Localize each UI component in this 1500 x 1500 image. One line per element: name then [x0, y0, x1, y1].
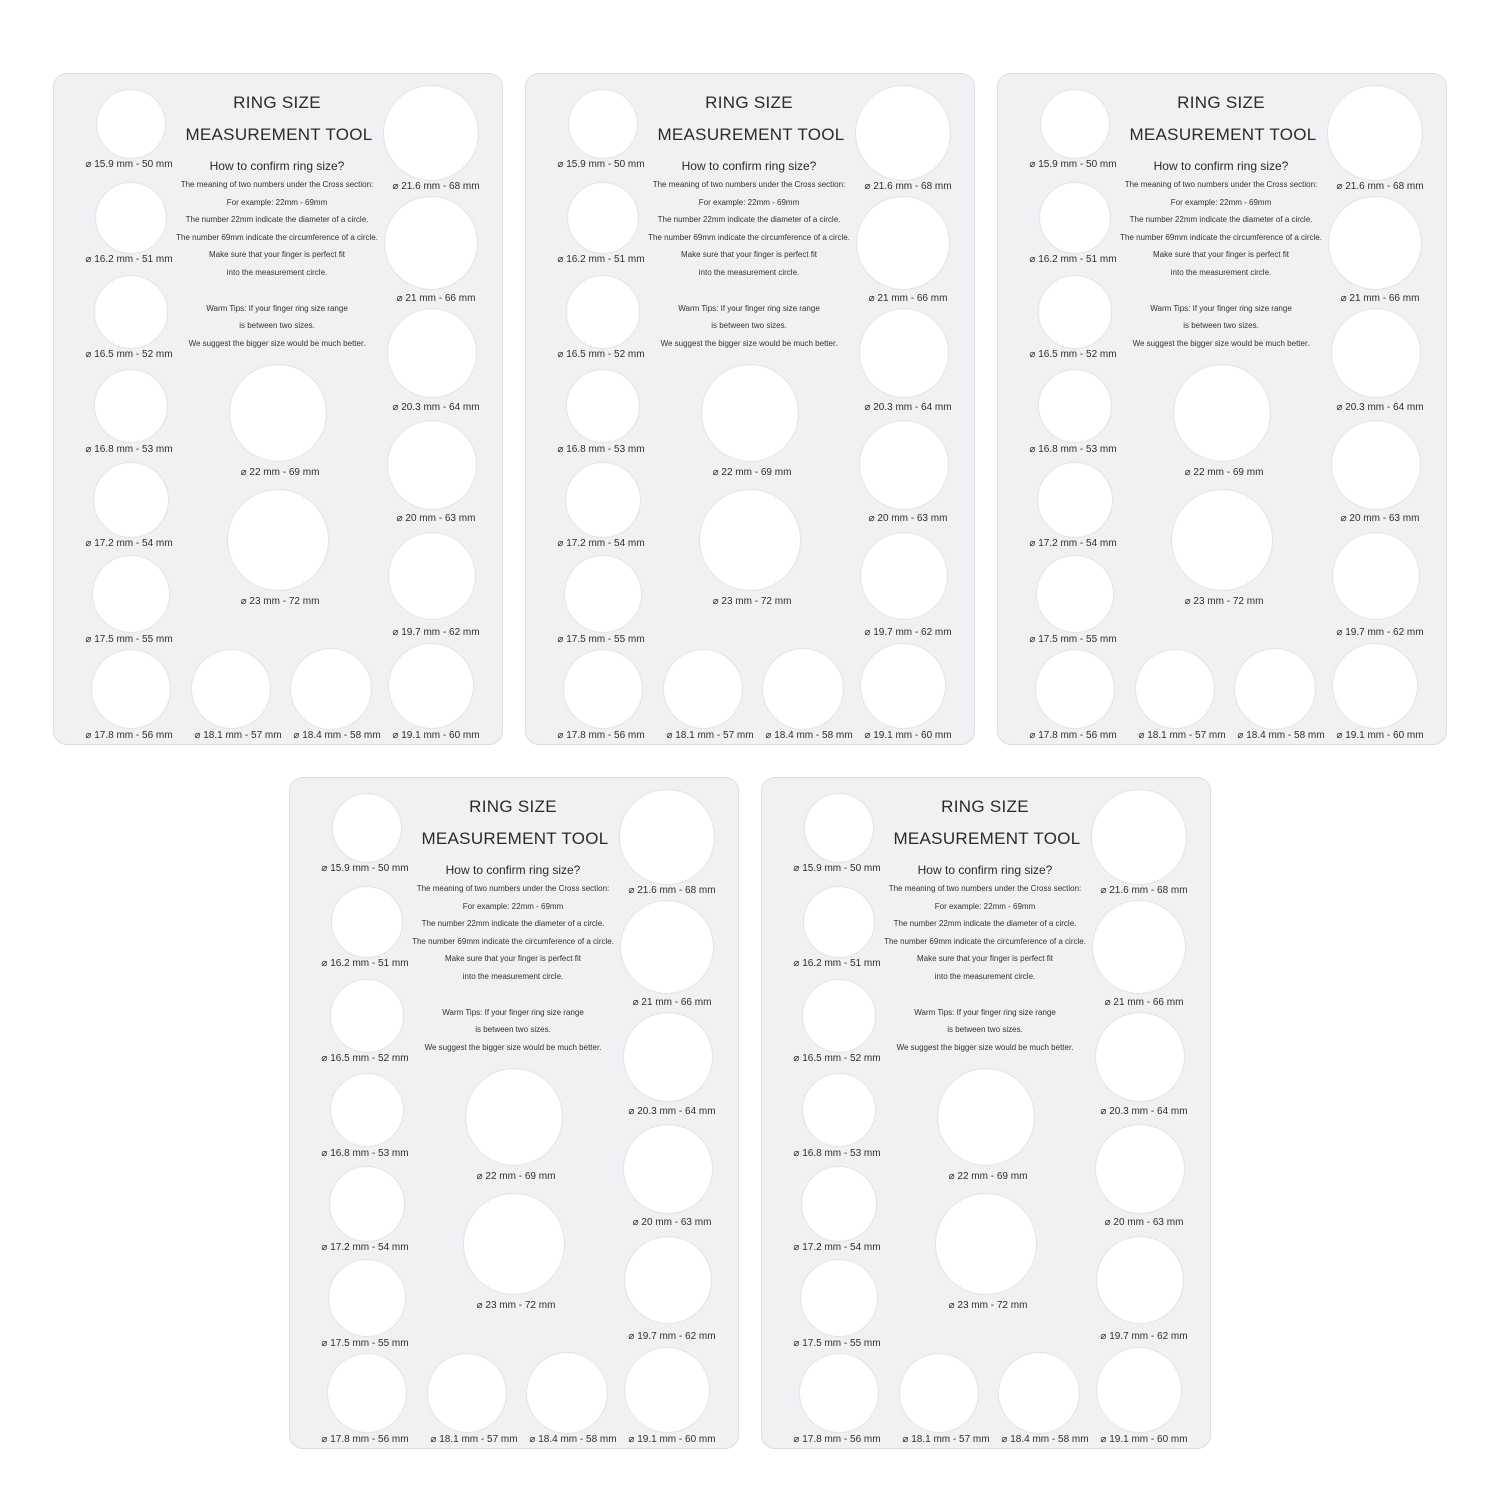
ring-size-circle: [620, 900, 714, 994]
ring-size-label: ⌀ 19.7 mm - 62 mm: [628, 1331, 716, 1342]
ring-size-label: ⌀ 16.5 mm - 52 mm: [85, 349, 173, 360]
warm-tip-line: We suggest the bigger size would be much better.: [188, 339, 366, 348]
ring-size-circle: [563, 649, 643, 729]
ring-size-label: ⌀ 22 mm - 69 mm: [1184, 467, 1264, 478]
ring-size-label: ⌀ 21.6 mm - 68 mm: [1336, 181, 1424, 192]
ring-size-label: ⌀ 19.7 mm - 62 mm: [1100, 1331, 1188, 1342]
ring-size-label: ⌀ 16.8 mm - 53 mm: [557, 444, 645, 455]
ring-size-label: ⌀ 23 mm - 72 mm: [476, 1300, 556, 1311]
howto-heading: How to confirm ring size?: [681, 159, 817, 173]
instruction-line: For example: 22mm - 69mm: [1170, 198, 1272, 207]
ring-size-label: ⌀ 20 mm - 63 mm: [396, 513, 476, 524]
ring-size-circle: [624, 1347, 710, 1433]
ring-size-label: ⌀ 20.3 mm - 64 mm: [392, 402, 480, 413]
ring-size-label: ⌀ 16.2 mm - 51 mm: [1029, 254, 1117, 265]
warm-tip-line: is between two sizes.: [475, 1025, 551, 1034]
card-title-line-1: RING SIZE: [233, 93, 321, 112]
ring-size-circle: [1096, 1236, 1184, 1324]
ring-size-circle: [94, 369, 168, 443]
warm-tip-line: is between two sizes.: [1183, 321, 1259, 330]
ring-size-circle: [94, 275, 168, 349]
ring-size-label: ⌀ 16.8 mm - 53 mm: [85, 444, 173, 455]
ring-size-label: ⌀ 16.2 mm - 51 mm: [793, 958, 881, 969]
ring-size-label: ⌀ 21.6 mm - 68 mm: [1100, 885, 1188, 896]
ring-size-circle: [803, 886, 875, 958]
ring-size-label: ⌀ 23 mm - 72 mm: [948, 1300, 1028, 1311]
ring-size-circle: [96, 89, 166, 159]
instruction-line: Make sure that your finger is perfect fit: [1152, 250, 1290, 259]
warm-tip-line: Warm Tips: If your finger ring size range: [442, 1008, 584, 1017]
ring-size-circle: [95, 182, 167, 254]
ring-size-label: ⌀ 18.1 mm - 57 mm: [430, 1434, 518, 1445]
ring-size-label: ⌀ 22 mm - 69 mm: [948, 1171, 1028, 1182]
ring-size-circle: [566, 275, 640, 349]
ring-size-label: ⌀ 16.2 mm - 51 mm: [557, 254, 645, 265]
ring-size-circle: [91, 649, 171, 729]
ring-size-circle: [463, 1193, 565, 1295]
card-title-line-1: RING SIZE: [941, 797, 1029, 816]
card-title-line-2: MEASUREMENT TOOL: [421, 829, 609, 848]
ring-size-circle: [860, 643, 946, 729]
ring-size-label: ⌀ 22 mm - 69 mm: [240, 467, 320, 478]
warm-tip-line: We suggest the bigger size would be much better.: [424, 1043, 602, 1052]
ring-size-circle: [384, 196, 478, 290]
ring-size-label: ⌀ 15.9 mm - 50 mm: [1029, 159, 1117, 170]
instruction-line: The number 69mm indicate the circumference of a circle.: [412, 937, 614, 946]
ring-size-circle: [564, 555, 642, 633]
ring-size-label: ⌀ 20.3 mm - 64 mm: [628, 1106, 716, 1117]
ring-size-circle: [1095, 1124, 1185, 1214]
ring-size-circle: [624, 1236, 712, 1324]
ring-size-label: ⌀ 20 mm - 63 mm: [632, 1217, 712, 1228]
ring-size-label: ⌀ 17.5 mm - 55 mm: [793, 1338, 881, 1349]
warm-tip-line: Warm Tips: If your finger ring size range: [206, 304, 348, 313]
instruction-line: For example: 22mm - 69mm: [226, 198, 328, 207]
ring-size-circle: [623, 1012, 713, 1102]
ring-size-circle: [800, 1259, 878, 1337]
ring-size-circle: [860, 532, 948, 620]
ring-size-circle: [855, 85, 951, 181]
instruction-line: The number 22mm indicate the diameter of a circle.: [657, 215, 841, 224]
ring-size-circle: [93, 462, 169, 538]
ring-size-circle: [330, 1073, 404, 1147]
instruction-line: For example: 22mm - 69mm: [462, 902, 564, 911]
ring-size-label: ⌀ 19.1 mm - 60 mm: [392, 730, 480, 741]
ring-size-circle: [859, 308, 949, 398]
instruction-line: into the measurement circle.: [462, 972, 564, 981]
ring-size-circle: [566, 369, 640, 443]
card-title-line-2: MEASUREMENT TOOL: [1129, 125, 1317, 144]
howto-heading: How to confirm ring size?: [917, 863, 1053, 877]
ring-size-circle: [330, 979, 404, 1053]
ring-size-circle: [802, 979, 876, 1053]
ring-size-circle: [1332, 532, 1420, 620]
ring-size-circle: [567, 182, 639, 254]
instruction-line: into the measurement circle.: [1170, 268, 1272, 277]
howto-heading: How to confirm ring size?: [209, 159, 345, 173]
ring-size-label: ⌀ 17.2 mm - 54 mm: [793, 1242, 881, 1253]
instruction-line: For example: 22mm - 69mm: [698, 198, 800, 207]
ring-size-circle: [935, 1193, 1037, 1295]
card-title-line-1: RING SIZE: [1177, 93, 1265, 112]
ring-size-circle: [388, 532, 476, 620]
instruction-line: The number 22mm indicate the diameter of a circle.: [893, 919, 1077, 928]
ring-size-circle: [332, 793, 402, 863]
instruction-line: The meaning of two numbers under the Cross section:: [888, 884, 1082, 893]
ring-size-label: ⌀ 21.6 mm - 68 mm: [864, 181, 952, 192]
ring-size-label: ⌀ 21 mm - 66 mm: [632, 997, 712, 1008]
ring-size-circle: [465, 1068, 563, 1166]
card-title-line-1: RING SIZE: [705, 93, 793, 112]
ring-size-circle: [801, 1166, 877, 1242]
ring-size-label: ⌀ 20.3 mm - 64 mm: [1336, 402, 1424, 413]
ring-size-label: ⌀ 19.1 mm - 60 mm: [628, 1434, 716, 1445]
ring-size-label: ⌀ 20.3 mm - 64 mm: [1100, 1106, 1188, 1117]
instruction-line: The number 69mm indicate the circumference of a circle.: [1120, 233, 1322, 242]
card-title-line-2: MEASUREMENT TOOL: [185, 125, 373, 144]
ring-size-label: ⌀ 18.4 mm - 58 mm: [1001, 1434, 1089, 1445]
ring-size-circle: [1332, 643, 1418, 729]
ring-size-circle: [568, 89, 638, 159]
ring-size-circle: [227, 489, 329, 591]
ring-size-label: ⌀ 20.3 mm - 64 mm: [864, 402, 952, 413]
ring-size-circle: [937, 1068, 1035, 1166]
warm-tip-line: is between two sizes.: [947, 1025, 1023, 1034]
ring-size-label: ⌀ 17.2 mm - 54 mm: [557, 538, 645, 549]
instruction-line: The number 22mm indicate the diameter of a circle.: [1129, 215, 1313, 224]
ring-size-label: ⌀ 17.2 mm - 54 mm: [1029, 538, 1117, 549]
instruction-line: Make sure that your finger is perfect fit: [444, 954, 582, 963]
ring-size-label: ⌀ 20 mm - 63 mm: [868, 513, 948, 524]
ring-size-label: ⌀ 16.8 mm - 53 mm: [793, 1148, 881, 1159]
ring-size-label: ⌀ 15.9 mm - 50 mm: [557, 159, 645, 170]
warm-tip-line: We suggest the bigger size would be much better.: [896, 1043, 1074, 1052]
ring-size-label: ⌀ 16.8 mm - 53 mm: [321, 1148, 409, 1159]
ring-size-circle: [565, 462, 641, 538]
instruction-line: The number 69mm indicate the circumference of a circle.: [176, 233, 378, 242]
ring-size-card: [997, 73, 1447, 745]
warm-tip-line: is between two sizes.: [711, 321, 787, 330]
ring-size-circle: [1096, 1347, 1182, 1433]
instruction-line: Make sure that your finger is perfect fit: [680, 250, 818, 259]
ring-size-circle: [762, 648, 844, 730]
ring-size-label: ⌀ 23 mm - 72 mm: [1184, 596, 1264, 607]
ring-size-label: ⌀ 16.5 mm - 52 mm: [793, 1053, 881, 1064]
ring-size-circle: [804, 793, 874, 863]
ring-size-label: ⌀ 16.5 mm - 52 mm: [557, 349, 645, 360]
ring-size-label: ⌀ 18.1 mm - 57 mm: [666, 730, 754, 741]
ring-size-circle: [387, 420, 477, 510]
warm-tip-line: is between two sizes.: [239, 321, 315, 330]
ring-size-circle: [331, 886, 403, 958]
ring-size-circle: [1038, 275, 1112, 349]
ring-size-label: ⌀ 17.8 mm - 56 mm: [1029, 730, 1117, 741]
ring-size-circle: [1039, 182, 1111, 254]
ring-size-label: ⌀ 17.5 mm - 55 mm: [1029, 634, 1117, 645]
ring-size-circle: [802, 1073, 876, 1147]
ring-size-label: ⌀ 21 mm - 66 mm: [1340, 293, 1420, 304]
ring-size-label: ⌀ 17.5 mm - 55 mm: [321, 1338, 409, 1349]
ring-size-circle: [1091, 789, 1187, 885]
ring-size-card: [761, 777, 1211, 1449]
ring-size-label: ⌀ 21 mm - 66 mm: [396, 293, 476, 304]
warm-tip-line: We suggest the bigger size would be much better.: [660, 339, 838, 348]
ring-size-circle: [623, 1124, 713, 1214]
ring-size-circle: [699, 489, 801, 591]
ring-size-label: ⌀ 16.2 mm - 51 mm: [321, 958, 409, 969]
ring-size-label: ⌀ 16.5 mm - 52 mm: [321, 1053, 409, 1064]
ring-size-label: ⌀ 19.7 mm - 62 mm: [1336, 627, 1424, 638]
ring-size-label: ⌀ 17.2 mm - 54 mm: [85, 538, 173, 549]
ring-size-circle: [1173, 364, 1271, 462]
instruction-line: Make sure that your finger is perfect fit: [208, 250, 346, 259]
instruction-line: The meaning of two numbers under the Cross section:: [180, 180, 374, 189]
ring-size-label: ⌀ 17.8 mm - 56 mm: [321, 1434, 409, 1445]
ring-size-label: ⌀ 18.4 mm - 58 mm: [293, 730, 381, 741]
ring-size-card: [289, 777, 739, 1449]
ring-size-circle: [1038, 369, 1112, 443]
ring-size-label: ⌀ 17.8 mm - 56 mm: [793, 1434, 881, 1445]
ring-size-label: ⌀ 15.9 mm - 50 mm: [793, 863, 881, 874]
ring-size-label: ⌀ 18.1 mm - 57 mm: [902, 1434, 990, 1445]
ring-size-circle: [388, 643, 474, 729]
ring-size-label: ⌀ 21 mm - 66 mm: [868, 293, 948, 304]
ring-size-circle: [328, 1259, 406, 1337]
ring-size-circle: [1095, 1012, 1185, 1102]
instruction-line: Make sure that your finger is perfect fit: [916, 954, 1054, 963]
ring-size-circle: [290, 648, 372, 730]
ring-size-label: ⌀ 18.4 mm - 58 mm: [1237, 730, 1325, 741]
ring-size-label: ⌀ 21 mm - 66 mm: [1104, 997, 1184, 1008]
ring-size-circle: [327, 1353, 407, 1433]
ring-size-circle: [1092, 900, 1186, 994]
ring-size-label: ⌀ 21.6 mm - 68 mm: [628, 885, 716, 896]
instruction-line: The meaning of two numbers under the Cross section:: [652, 180, 846, 189]
ring-size-circle: [1171, 489, 1273, 591]
ring-size-label: ⌀ 23 mm - 72 mm: [240, 596, 320, 607]
ring-size-circle: [526, 1352, 608, 1434]
ring-size-circle: [191, 649, 271, 729]
ring-size-label: ⌀ 20 mm - 63 mm: [1340, 513, 1420, 524]
ring-size-label: ⌀ 22 mm - 69 mm: [476, 1171, 556, 1182]
ring-size-circle: [1234, 648, 1316, 730]
ring-size-label: ⌀ 19.7 mm - 62 mm: [392, 627, 480, 638]
ring-size-circle: [663, 649, 743, 729]
card-title-line-2: MEASUREMENT TOOL: [657, 125, 845, 144]
ring-size-circle: [1035, 649, 1115, 729]
ring-size-label: ⌀ 16.5 mm - 52 mm: [1029, 349, 1117, 360]
instruction-line: The meaning of two numbers under the Cross section:: [1124, 180, 1318, 189]
ring-size-circle: [1040, 89, 1110, 159]
ring-size-label: ⌀ 19.1 mm - 60 mm: [1336, 730, 1424, 741]
ring-size-circle: [1135, 649, 1215, 729]
ring-size-label: ⌀ 18.4 mm - 58 mm: [529, 1434, 617, 1445]
howto-heading: How to confirm ring size?: [1153, 159, 1289, 173]
ring-size-circle: [427, 1353, 507, 1433]
warm-tip-line: Warm Tips: If your finger ring size range: [678, 304, 820, 313]
ring-size-label: ⌀ 15.9 mm - 50 mm: [321, 863, 409, 874]
card-title-line-2: MEASUREMENT TOOL: [893, 829, 1081, 848]
instruction-line: into the measurement circle.: [934, 972, 1036, 981]
ring-size-label: ⌀ 18.4 mm - 58 mm: [765, 730, 853, 741]
ring-size-label: ⌀ 22 mm - 69 mm: [712, 467, 792, 478]
ring-size-circle: [799, 1353, 879, 1433]
ring-size-card: [525, 73, 975, 745]
instruction-line: The number 69mm indicate the circumference of a circle.: [648, 233, 850, 242]
ring-size-label: ⌀ 19.1 mm - 60 mm: [1100, 1434, 1188, 1445]
instruction-line: For example: 22mm - 69mm: [934, 902, 1036, 911]
ring-size-circle: [701, 364, 799, 462]
ring-size-circle: [1331, 308, 1421, 398]
ring-size-label: ⌀ 21.6 mm - 68 mm: [392, 181, 480, 192]
ring-size-label: ⌀ 18.1 mm - 57 mm: [1138, 730, 1226, 741]
ring-size-card: [53, 73, 503, 745]
ring-size-label: ⌀ 16.2 mm - 51 mm: [85, 254, 173, 265]
ring-size-label: ⌀ 23 mm - 72 mm: [712, 596, 792, 607]
ring-size-circle: [229, 364, 327, 462]
instruction-line: The number 22mm indicate the diameter of a circle.: [185, 215, 369, 224]
ring-size-circle: [856, 196, 950, 290]
ring-size-label: ⌀ 17.5 mm - 55 mm: [85, 634, 173, 645]
ring-size-circle: [998, 1352, 1080, 1434]
instruction-line: into the measurement circle.: [698, 268, 800, 277]
ring-size-circle: [859, 420, 949, 510]
ring-size-circle: [1328, 196, 1422, 290]
ring-size-circle: [1037, 462, 1113, 538]
warm-tip-line: Warm Tips: If your finger ring size range: [1150, 304, 1292, 313]
ring-size-circle: [1036, 555, 1114, 633]
ring-size-label: ⌀ 16.8 mm - 53 mm: [1029, 444, 1117, 455]
ring-size-label: ⌀ 17.5 mm - 55 mm: [557, 634, 645, 645]
ring-size-circle: [383, 85, 479, 181]
instruction-line: The number 69mm indicate the circumference of a circle.: [884, 937, 1086, 946]
ring-size-label: ⌀ 20 mm - 63 mm: [1104, 1217, 1184, 1228]
ring-size-circle: [1327, 85, 1423, 181]
ring-size-circle: [387, 308, 477, 398]
instruction-line: The meaning of two numbers under the Cross section:: [416, 884, 610, 893]
instruction-line: The number 22mm indicate the diameter of a circle.: [421, 919, 605, 928]
instruction-line: into the measurement circle.: [226, 268, 328, 277]
ring-size-label: ⌀ 15.9 mm - 50 mm: [85, 159, 173, 170]
ring-size-label: ⌀ 17.8 mm - 56 mm: [85, 730, 173, 741]
warm-tip-line: Warm Tips: If your finger ring size range: [914, 1008, 1056, 1017]
ring-size-circle: [1331, 420, 1421, 510]
ring-size-circle: [619, 789, 715, 885]
card-title-line-1: RING SIZE: [469, 797, 557, 816]
ring-size-label: ⌀ 17.2 mm - 54 mm: [321, 1242, 409, 1253]
ring-size-circle: [899, 1353, 979, 1433]
ring-size-label: ⌀ 18.1 mm - 57 mm: [194, 730, 282, 741]
ring-size-circle: [92, 555, 170, 633]
ring-size-label: ⌀ 17.8 mm - 56 mm: [557, 730, 645, 741]
ring-size-label: ⌀ 19.1 mm - 60 mm: [864, 730, 952, 741]
ring-size-circle: [329, 1166, 405, 1242]
ring-size-label: ⌀ 19.7 mm - 62 mm: [864, 627, 952, 638]
howto-heading: How to confirm ring size?: [445, 863, 581, 877]
warm-tip-line: We suggest the bigger size would be much better.: [1132, 339, 1310, 348]
